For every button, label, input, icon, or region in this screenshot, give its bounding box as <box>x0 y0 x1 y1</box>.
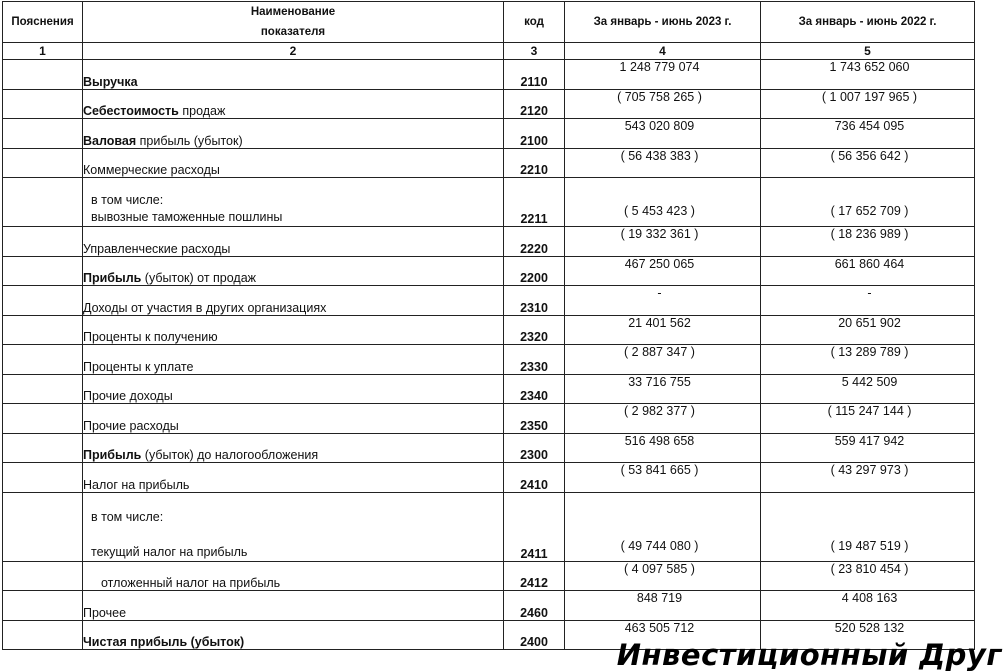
indicator-name-cell <box>83 148 504 178</box>
value-2023: ( 2 887 347 ) <box>624 345 695 359</box>
value-2023: 33 716 755 <box>628 374 691 389</box>
value-2022-cell <box>761 60 975 90</box>
indicator-name: (убыток) до налогообложения <box>141 448 319 462</box>
notes-cell <box>3 345 83 375</box>
value-2023: 543 020 809 <box>624 119 695 133</box>
col-number: 1 <box>3 43 83 60</box>
indicator-name: прибыль (убыток) <box>136 133 243 148</box>
code-cell: 2310 <box>504 286 565 316</box>
code-cell: 2200 <box>504 256 565 286</box>
value-2022: ( 13 289 789 ) <box>830 345 909 359</box>
value-2022: ( 23 810 454 ) <box>830 561 909 576</box>
code-cell: 2460 <box>504 591 565 621</box>
value-2023-cell <box>565 561 761 591</box>
col-header-code: код <box>504 2 565 43</box>
indicator-name-cell <box>83 463 504 493</box>
value-2022-cell <box>761 119 975 149</box>
indicator-name: Управленческие расходы <box>83 241 231 256</box>
indicator-name: Проценты к получению <box>83 330 218 344</box>
col-header-indicator-line2: показателя <box>260 26 326 38</box>
indicator-name-cell <box>83 286 504 316</box>
value-2023: - <box>657 286 662 300</box>
indicator-name-bold: Чистая прибыль (убыток) <box>83 635 245 649</box>
indicator-name: Налог на прибыль <box>83 477 190 492</box>
value-2023-cell <box>565 315 761 345</box>
table-row <box>3 119 975 149</box>
value-2023-cell <box>565 60 761 90</box>
value-2022-cell <box>761 591 975 621</box>
indicator-name: текущий налог на прибыль <box>91 544 248 559</box>
indicator-subheading: в том числе: <box>91 509 164 524</box>
value-2023: 21 401 562 <box>628 315 691 330</box>
indicator-name: Проценты к уплате <box>83 359 194 374</box>
col-header-indicator <box>83 2 504 43</box>
value-2022: ( 18 236 989 ) <box>830 227 909 241</box>
value-2022: - <box>867 286 872 300</box>
col-header-2023: За январь - июнь 2023 г. <box>565 2 761 43</box>
value-2022-cell <box>761 286 975 316</box>
indicator-name-bold: Себестоимость <box>83 104 179 118</box>
indicator-name: Прочие расходы <box>83 418 179 433</box>
table-row <box>3 315 975 345</box>
value-2022: 559 417 942 <box>834 433 905 448</box>
value-2022-cell <box>761 89 975 119</box>
code-cell: 2300 <box>504 433 565 463</box>
notes-cell <box>3 620 83 650</box>
value-2022-cell <box>761 463 975 493</box>
notes-cell <box>3 561 83 591</box>
indicator-name: Прочие доходы <box>83 389 173 403</box>
indicator-name: продаж <box>178 104 226 118</box>
value-2023-cell <box>565 591 761 621</box>
indicator-name-cell <box>83 591 504 621</box>
col-number: 3 <box>504 43 565 60</box>
value-2023-cell <box>565 433 761 463</box>
indicator-name-cell <box>83 119 504 149</box>
value-2023-cell <box>565 345 761 375</box>
code-cell: 2100 <box>504 119 565 149</box>
notes-cell <box>3 119 83 149</box>
col-header-indicator-line1: Наименование <box>250 6 336 18</box>
indicator-name-bold: Прибыль <box>83 271 142 285</box>
column-number-row <box>3 43 975 60</box>
table-row <box>3 286 975 316</box>
value-2023: 1 248 779 074 <box>619 60 700 74</box>
indicator-name: (убыток) от продаж <box>141 271 257 285</box>
indicator-name-cell <box>83 620 504 650</box>
value-2023: ( 2 982 377 ) <box>624 404 695 418</box>
table-row <box>3 345 975 375</box>
table-row <box>3 256 975 286</box>
value-2023: 516 498 658 <box>624 433 695 448</box>
value-2023-cell <box>565 227 761 257</box>
value-2023-cell <box>565 256 761 286</box>
notes-cell <box>3 591 83 621</box>
value-2022-cell <box>761 315 975 345</box>
indicator-name-cell <box>83 433 504 463</box>
table-row <box>3 561 975 591</box>
notes-cell <box>3 492 83 561</box>
notes-cell <box>3 315 83 345</box>
indicator-name-cell <box>83 60 504 90</box>
table-row <box>3 374 975 404</box>
value-2023: ( 56 438 383 ) <box>620 148 699 163</box>
code-cell: 2211 <box>504 178 565 227</box>
indicator-name-cell <box>83 227 504 257</box>
code-cell: 2110 <box>504 60 565 90</box>
notes-cell <box>3 148 83 178</box>
indicator-name-bold: Прибыль <box>83 448 142 462</box>
value-2023-cell <box>565 374 761 404</box>
value-2022: ( 43 297 973 ) <box>830 463 909 477</box>
value-2023: ( 705 758 265 ) <box>617 89 702 104</box>
table-row <box>3 60 975 90</box>
col-header-notes: Пояснения <box>3 2 83 43</box>
notes-cell <box>3 60 83 90</box>
indicator-name-cell <box>83 345 504 375</box>
col-number: 5 <box>761 43 975 60</box>
value-2023-cell <box>565 404 761 434</box>
notes-cell <box>3 89 83 119</box>
table-row <box>3 433 975 463</box>
value-2022: ( 17 652 709 ) <box>830 204 909 218</box>
value-2023: 467 250 065 <box>624 256 695 271</box>
table-row <box>3 492 975 561</box>
indicator-name: вывозные таможенные пошлины <box>91 210 283 224</box>
code-cell: 2120 <box>504 89 565 119</box>
table-row <box>3 591 975 621</box>
code-cell: 2210 <box>504 148 565 178</box>
indicator-name-cell <box>83 89 504 119</box>
value-2022-cell <box>761 404 975 434</box>
value-2022-cell <box>761 561 975 591</box>
table-row <box>3 227 975 257</box>
value-2022: 736 454 095 <box>834 119 905 133</box>
value-2022: 1 743 652 060 <box>829 60 910 74</box>
value-2023: ( 53 841 665 ) <box>620 463 699 477</box>
col-header-2022: За январь - июнь 2022 г. <box>761 2 975 43</box>
notes-cell <box>3 374 83 404</box>
table-row <box>3 178 975 227</box>
value-2022-cell <box>761 374 975 404</box>
notes-cell <box>3 404 83 434</box>
value-2022: 5 442 509 <box>841 374 898 389</box>
table-row <box>3 148 975 178</box>
value-2022: 661 860 464 <box>834 256 905 271</box>
indicator-name-cell <box>83 404 504 434</box>
indicator-name: отложенный налог на прибыль <box>101 576 281 590</box>
notes-cell <box>3 178 83 227</box>
indicator-name-cell <box>83 178 504 227</box>
value-2023-cell <box>565 286 761 316</box>
code-cell: 2400 <box>504 620 565 650</box>
value-2022-cell <box>761 492 975 561</box>
value-2023: ( 49 744 080 ) <box>620 538 699 553</box>
table-row <box>3 463 975 493</box>
notes-cell <box>3 286 83 316</box>
code-cell: 2340 <box>504 374 565 404</box>
indicator-subheading: в том числе: <box>91 193 164 207</box>
notes-cell <box>3 463 83 493</box>
value-2022: ( 19 487 519 ) <box>830 538 909 553</box>
indicator-name-bold: Выручка <box>83 74 138 89</box>
code-cell: 2412 <box>504 561 565 591</box>
value-2022: 4 408 163 <box>841 591 898 605</box>
value-2022: 20 651 902 <box>838 315 901 330</box>
code-cell: 2320 <box>504 315 565 345</box>
value-2023-cell <box>565 492 761 561</box>
value-2023: ( 5 453 423 ) <box>624 204 695 218</box>
value-2022-cell <box>761 433 975 463</box>
value-2023-cell <box>565 178 761 227</box>
code-cell: 2350 <box>504 404 565 434</box>
indicator-name-cell <box>83 256 504 286</box>
value-2023-cell <box>565 463 761 493</box>
value-2023: 848 719 <box>636 591 683 605</box>
value-2022-cell <box>761 256 975 286</box>
value-2022: 520 528 132 <box>834 620 905 635</box>
value-2022: ( 115 247 144 ) <box>827 404 912 418</box>
header-row <box>3 2 975 43</box>
value-2022-cell <box>761 148 975 178</box>
value-2022: ( 56 356 642 ) <box>830 148 909 163</box>
col-number: 2 <box>83 43 504 60</box>
indicator-name: Доходы от участия в других организациях <box>83 300 327 315</box>
table-row <box>3 89 975 119</box>
indicator-name-cell <box>83 561 504 591</box>
notes-cell <box>3 433 83 463</box>
table-row <box>3 404 975 434</box>
value-2022-cell <box>761 227 975 257</box>
value-2022-cell <box>761 178 975 227</box>
indicator-name-cell <box>83 315 504 345</box>
code-cell: 2220 <box>504 227 565 257</box>
indicator-name-cell <box>83 492 504 561</box>
value-2023-cell <box>565 89 761 119</box>
value-2023: 463 505 712 <box>624 620 695 635</box>
indicator-name-cell <box>83 374 504 404</box>
notes-cell <box>3 227 83 257</box>
indicator-name-bold: Валовая <box>83 133 137 148</box>
watermark-text: Инвестиционный Друг <box>616 638 1002 672</box>
code-cell: 2410 <box>504 463 565 493</box>
value-2023-cell <box>565 148 761 178</box>
financial-results-table <box>2 1 975 650</box>
code-cell: 2411 <box>504 492 565 561</box>
value-2023: ( 19 332 361 ) <box>620 227 699 241</box>
col-number: 4 <box>565 43 761 60</box>
value-2023-cell <box>565 119 761 149</box>
notes-cell <box>3 256 83 286</box>
indicator-name: Прочее <box>83 605 127 620</box>
code-cell: 2330 <box>504 345 565 375</box>
value-2022-cell <box>761 345 975 375</box>
value-2022: ( 1 007 197 965 ) <box>821 89 918 104</box>
indicator-name: Коммерческие расходы <box>83 163 220 177</box>
value-2023: ( 4 097 585 ) <box>624 561 695 576</box>
